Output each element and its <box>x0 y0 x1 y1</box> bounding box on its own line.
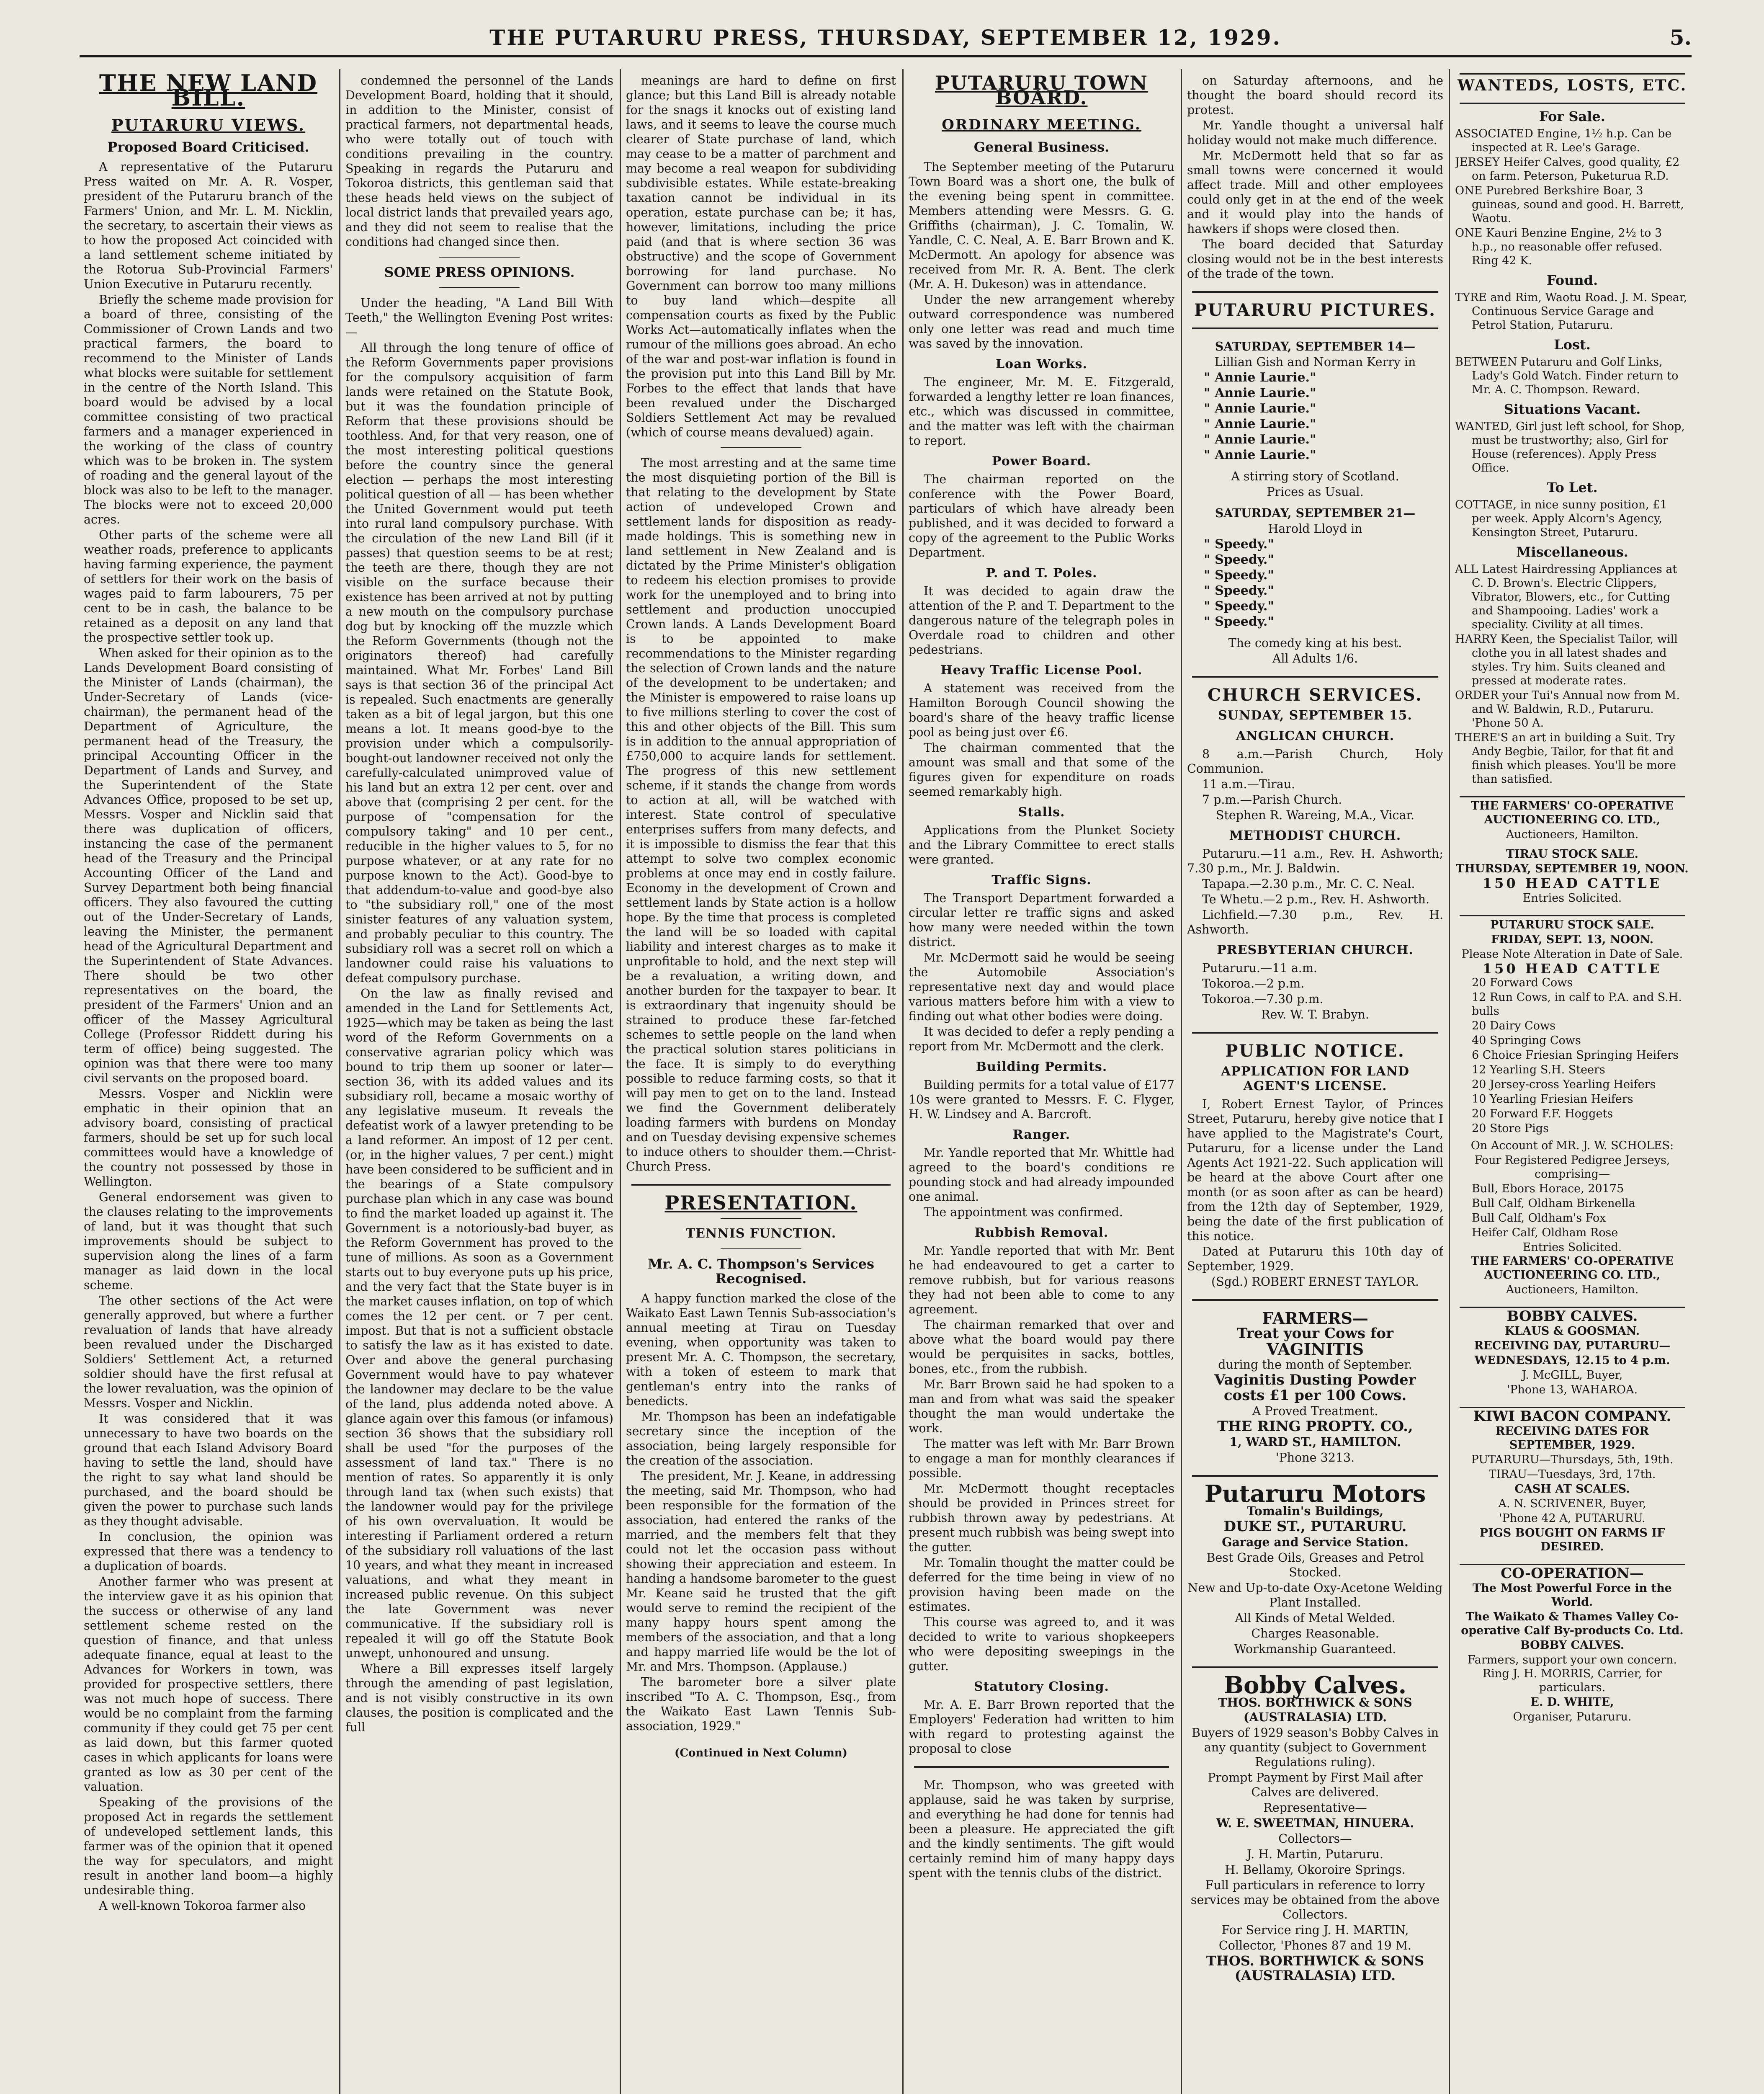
farmers-line: costs £1 per 100 Cows. <box>1223 1387 1407 1404</box>
church-line: 8 a.m.—Parish Church, Holy Communion. <box>1187 747 1443 776</box>
paragraph: Mr. Yandle reported that Mr. Whittle had agreed to the board's conditions re pounding stock and had already impounded one animal. <box>909 1146 1174 1204</box>
paragraph: The engineer, Mr. M. E. Fitzgerald, forwarded a lengthy letter re loan finances, etc., which was discussed in committee, and the matter was left with the chairman to report. <box>909 375 1174 448</box>
paragraph: Building permits for a total value of £177 10s were granted to Messrs. F. C. Flyger, H. W. Lindsey and A. Barcroft. <box>909 1078 1174 1121</box>
paragraph: Other parts of the scheme were all weather roads, preference to applicants having farming experience, the payment of settlers for their work on the basis of wages paid to farm labourers, 75 per cent to be in cash, the balance to be retained as a deposit on any land that the prospective settler took up. <box>84 528 333 645</box>
paragraph: A happy function marked the close of the Waikato East Lawn Tennis Sub-association's annual meeting at Tirau on Tuesday evening, when opportunity was taken to present Mr. A. C. Thompson, the secretary, with a token of esteem to mark that gentleman's entry into the ranks of benedicts. <box>626 1292 896 1408</box>
separator <box>1192 1299 1438 1301</box>
section-heading: Ranger. <box>1012 1127 1071 1142</box>
sale-line: PUTARURU STOCK SALE. <box>1490 918 1654 931</box>
classified-heading: Miscellaneous. <box>1516 544 1628 560</box>
sale-line: Auctioneers, Hamilton. <box>1506 1283 1639 1296</box>
paragraph: Mr. Thompson, who was greeted with applause, said he was taken by surprise, and everything he had done for tennis had been a pleasure. He appreciated the gift and the kindly sentiments. The gift would certainly remind him of many happy days spent with the tennis clubs of the district. <box>909 1778 1174 1880</box>
notice-title: PUBLIC NOTICE. <box>1225 1041 1405 1061</box>
bobby-calves-ad <box>1455 1310 1689 1397</box>
classified-item: THERE'S an art in building a Suit. Try Andy Begbie, Tailor, for that fit and finish which pleases. You'll be more than satisfied. <box>1455 731 1676 786</box>
column-notices <box>1187 73 1443 2094</box>
masthead <box>80 22 1692 57</box>
separator <box>631 1184 891 1186</box>
presbyterian-title: PRESBYTERIAN CHURCH. <box>1217 943 1414 957</box>
church-line: 11 a.m.—Tirau. <box>1202 777 1295 791</box>
tennis-heading: TENNIS FUNCTION. <box>685 1226 837 1241</box>
church-line: 7 p.m.—Parish Church. <box>1202 793 1342 807</box>
paragraph: A statement was received from the Hamilton Borough Council showing the board's share of the heavy traffic license pool as being just over £6. <box>909 681 1174 739</box>
calves-ad <box>1187 1695 1443 1983</box>
sale-line: 150 HEAD CATTLE <box>1482 961 1662 977</box>
column-town-board <box>909 73 1174 2094</box>
sale-line: On Account of MR. J. W. SCHOLES: <box>1470 1139 1674 1152</box>
paragraph: A well-known Tokoroa farmer also <box>99 1899 306 1913</box>
pictures-desc-2: The comedy king at his best. <box>1228 636 1402 650</box>
paragraph: It was considered that it was unnecessary to have two boards on the ground that each Island Advisory Board having to settle the land, should have the right to say what land should be purchased, and the board should be given the power to purchase such lands as they thought advisable. <box>84 1412 333 1528</box>
paragraph: condemned the personnel of the Lands Development Board, holding that it should, in addition to the Minister, consist of practical farmers, not departmental heads, who were totally out of touch with conditions prevailing in the country. Speaking in regards the Putaruru and Tokoroa districts, this gentleman said that these heads held views on the subject of local district lands that prevailed years ago, and they did not seem to realise that the conditions had changed since then. <box>345 74 613 249</box>
separator <box>1192 1666 1438 1668</box>
section-heading: Power Board. <box>992 454 1091 469</box>
farmers-line: Treat your Cows for <box>1236 1325 1394 1342</box>
paragraph: A representative of the Putaruru Press waited on Mr. A. R. Vosper, president of the Putaruru branch of the Farmers' Union, and Mr. L. M. Nicklin, the secretary, to ascertain their views as to how the proposed Act coincided with a land settlement scheme initiated by the Rotorua Sub-Provincial Farmers' Union Executive in Putaruru recently. <box>84 160 333 291</box>
separator <box>721 1248 802 1249</box>
motors-line: Garage and Service Station. <box>1222 1535 1409 1549</box>
sale-line: Please Note Alteration in Date of Sale. <box>1461 948 1683 961</box>
kiwi-bacon-ad <box>1455 1410 1689 1554</box>
section-heading: Building Permits. <box>976 1060 1107 1074</box>
article-subtitle: PUTARURU VIEWS. <box>111 116 306 134</box>
sale-item: 12 Yearling S.H. Steers <box>1472 1063 1605 1076</box>
separator <box>1460 73 1685 75</box>
paragraph: Mr. Yandle thought a universal half holiday would not make much difference. <box>1187 119 1443 147</box>
sale-item: 10 Yearling Friesian Heifers <box>1472 1093 1633 1106</box>
classified-item: ORDER your Tui's Annual now from M. and W. Baldwin, R.D., Putaruru. 'Phone 50 A. <box>1455 689 1680 730</box>
sale-item: 40 Springing Cows <box>1472 1034 1581 1047</box>
paragraph: The most arresting and at the same time the most disquieting portion of the Bill is that relating to the development by State action of undeveloped Crown and settlement lands for disposition as ready-made holdings. This is something new in land settlement in New Zealand and is dictated by the Prime Minister's obligation to redeem his election promises to provide work for the unemployed and to bring into settlement and production unoccupied Crown lands. A Lands Development Board is to be appointed to make recommendations to the Minister regarding the selection of Crown lands and the nature of the development to be undertaken; and the Minister is empowered to raise loans up to five millions sterling to cover the cost of this and other objects of the Bill. This sum is in addition to the annual appropriation of £750,000 to acquire lands for settlement. The progress of this new settlement scheme, if it stands the change from words to action at all, will be watched with interest. State control of speculative enterprises suffers from many defects, and it is impossible to dismiss the fear that this attempt to solve two complex economic problems at once may end in costly failure. Economy in the development of Crown and settlement lands by State action is a hollow hope. By the time that process is completed the land will be so loaded with capital liability and interest charges as to make it unprofitable to hold, and the next step will be a revaluation, a writing down, and another burden for the taxpayer to bear. It is extraordinary that ingenuity should be strained to produce these far-fetched schemes to settle people on the land when the practical solution stares politicians in the face. It is simply to do everything possible to reduce farming costs, so that it will pay men to get on to the land. Instead we find the Government deliberately loading farmers with burdens on Monday and on Tuesday devising expensive schemes to induce others to shoulder them.—Christ-Church Press. <box>626 456 896 1173</box>
town-board-heading: General Business. <box>973 139 1110 155</box>
notice-subtitle: APPLICATION FOR LAND AGENT'S LICENSE. <box>1221 1064 1409 1093</box>
pictures-cast-1: Lillian Gish and Norman Kerry in <box>1214 355 1416 369</box>
column-press-opinions <box>345 73 613 2094</box>
paragraph: Briefly the scheme made provision for a board of three, consisting of the Commissioner of Crown Lands and two practical farmers, the board to recommend to the Minister of Lands what blocks were suitable for settlement in the centre of the North Island. This board would be advised by a local committee consisting of two practical farmers and a manager experienced in the working of the class of country which was to be broken in. The system of roading and the general layout of the block was also to be left to the manager. The blocks were not to exceed 20,000 acres. <box>84 293 333 526</box>
farmers-line: VAGINITIS <box>1266 1340 1364 1359</box>
anglican-title: ANGLICAN CHURCH. <box>1236 729 1395 743</box>
motors-line: Charges Reasonable. <box>1251 1627 1379 1640</box>
town-board-title: PUTARURU TOWN BOARD. <box>935 73 1148 109</box>
classified-heading: For Sale. <box>1539 108 1605 124</box>
notice-signed: (Sgd.) ROBERT ERNEST TAYLOR. <box>1211 1275 1419 1289</box>
calves-line: J. H. Martin, Putaruru. <box>1246 1847 1384 1861</box>
church-line: Te Whetu.—2 p.m., Rev. H. Ashworth. <box>1202 892 1430 906</box>
kiwi-title: KIWI BACON COMPANY. <box>1473 1408 1671 1425</box>
coop-title: CO-OPERATION— <box>1501 1565 1644 1582</box>
section-heading: Heavy Traffic License Pool. <box>940 663 1143 678</box>
paragraph: Messrs. Vosper and Nicklin were emphatic in their opinion that an advisory board, consisting of practical farmers, should be set up for such local committees would have a knowledge of the country not possessed by those in Wellington. <box>84 1087 333 1189</box>
coop-line: Auctioneers, Hamilton. <box>1506 828 1639 841</box>
separator <box>1192 676 1438 678</box>
separator <box>1460 796 1685 797</box>
motors-line: All Kinds of Metal Welded. <box>1235 1611 1396 1625</box>
film-title: " Annie Laurie." <box>1204 370 1316 385</box>
bobby-title: BOBBY CALVES. <box>1506 1308 1638 1325</box>
pictures-date-2: SATURDAY, SEPTEMBER 21— <box>1215 506 1416 520</box>
classified-heading: Found. <box>1546 272 1598 288</box>
farmers-line: 'Phone 3213. <box>1275 1451 1355 1465</box>
classified-item: TYRE and Rim, Waotu Road. J. M. Spear, Continuous Service Garage and Petrol Station, Putaruru. <box>1455 291 1687 332</box>
pictures-cast-2: Harold Lloyd in <box>1268 522 1362 536</box>
paragraph: The other sections of the Act were generally approved, but where a further revaluation of lands that have already been revalued under the Discharged Soldiers' Settlement Act, a returned soldier should have the first refusal at the lower revaluation, was the opinion of Messrs. Vosper and Nicklin. <box>84 1294 333 1410</box>
church-line: Tokoroa.—2 p.m. <box>1202 977 1305 990</box>
recognition-heading: Mr. A. C. Thompson's Services Recognised. <box>647 1256 875 1287</box>
calves-line: For Service ring J. H. MARTIN, <box>1221 1923 1409 1937</box>
separator <box>1192 328 1438 329</box>
continued-note: (Continued in Next Column) <box>675 1747 847 1759</box>
article-title: THE NEW LAND BILL. <box>99 73 318 111</box>
coop-line: TIRAU STOCK SALE. <box>1506 848 1638 861</box>
column-land-bill <box>84 73 333 2094</box>
church-line: Putaruru.—11 a.m. <box>1202 961 1317 975</box>
section-heading: P. and T. Poles. <box>986 566 1097 580</box>
paragraph: on Saturday afternoons, and he thought the board should record its protest. <box>1187 74 1443 117</box>
sale-item: 20 Dairy Cows <box>1472 1019 1555 1032</box>
paragraph: meanings are hard to define on first glance; but this Land Bill is already notable for the snags it knocks out of existing land laws, and it seems to leave the course much clearer of State purchase of land, which may cease to be a matter of parchment and may become a real weapon for subdividing subdivisible estates. While estate-breaking taxation cannot be individual in its operation, estate purchase can be; it has, however, limitations, including the price paid (and that is where section 36 was obstructive) and the scope of Government borrowing for land purchase. No Government can borrow too many millions to buy land which—despite all compensation courts as fixed by the Public Works Act—automatically inflates when the rumour of the millions goes abroad. An echo of the war and post-war inflation is found in the provision put into this Land Bill by Mr. Forbes to the effect that lands that have been revalued under the Discharged Soldiers Settlement Act may be revalued (which of course means devalued) again. <box>626 74 896 439</box>
newspaper-title: THE PUTARURU PRESS, THURSDAY, SEPTEMBER 12, 1929. <box>489 25 1282 50</box>
paragraph: The chairman remarked that over and above what the board would pay there would be perquisites in sacks, bottles, bones, etc., from the rubbish. <box>909 1318 1174 1376</box>
motors-line: Tomalin's Buildings, <box>1246 1504 1384 1518</box>
calves-line: Full particulars in reference to lorry services may be obtained from the above Collectors. <box>1190 1878 1440 1921</box>
farmers-title: FARMERS— <box>1262 1309 1368 1328</box>
calves-line: H. Bellamy, Okoroire Springs. <box>1225 1863 1406 1877</box>
paragraph: It was decided to defer a reply pending a report from Mr. McDermott and the clerk. <box>909 1025 1174 1053</box>
paragraph: Mr. McDermott said he would be seeing the Automobile Association's representative next day and would place various matters before him with a view to finding out what other bodies were doing. <box>909 951 1174 1023</box>
separator <box>1460 915 1685 916</box>
coop-line: The Waikato & Thames Valley Co-operative Calf By-products Co. Ltd. <box>1461 1610 1684 1637</box>
farmers-line: 1, WARD ST., HAMILTON. <box>1229 1435 1401 1449</box>
bobby-line: 'Phone 13, WAHAROA. <box>1506 1383 1638 1396</box>
methodist-title: METHODIST CHURCH. <box>1229 828 1401 843</box>
film-title: " Annie Laurie." <box>1204 401 1316 416</box>
sale-item: Bull Calf, Oldham Birkenella <box>1472 1197 1635 1210</box>
classified-item: ASSOCIATED Engine, 1½ h.p. Can be inspected at R. Lee's Garage. <box>1455 127 1672 154</box>
separator <box>721 1218 802 1219</box>
film-title: " Annie Laurie." <box>1204 448 1316 462</box>
kiwi-line: CASH AT SCALES. <box>1514 1483 1630 1496</box>
church-date: SUNDAY, SEPTEMBER 15. <box>1218 708 1412 723</box>
paragraph: The Transport Department forwarded a circular letter re traffic signs and asked how many were needed within the town district. <box>909 891 1174 949</box>
farmers-line: THE RING PROPTY. CO., <box>1217 1418 1413 1435</box>
column-classifieds <box>1455 73 1689 2094</box>
column-rule <box>1449 69 1450 2094</box>
farmers-line: Vaginitis Dusting Powder <box>1214 1372 1416 1388</box>
column-land-bill-continued <box>626 73 896 2094</box>
section-heading: Statutory Closing. <box>974 1679 1109 1694</box>
farmers-line: A Proved Treatment. <box>1252 1404 1378 1418</box>
paragraph: All through the long tenure of office of the Reform Governments paper provisions for the compulsory acquisition of farm lands were retained on the Statute Book, but it was the foundation principle of Reform that these provisions should be toothless. And, for that very reason, one of the most interesting political questions before the country since the general election — perhaps the most interesting political question of all — has been whether the United Government would put teeth into rural land compulsory purchase. With the circulation of the new Land Bill (if it passes) that question seems to be at rest; the teeth are there, though they are not visible on the surface because their existence has been arrived at not by putting a new mouth on the compulsory purchase dog but by knocking off the muzzle which the Reform Governments (though not the originators thereof) had carefully maintained. What Mr. Forbes' Land Bill says is that section 36 of the principal Act is repealed. Such enactments are generally taken as a bit of legal jargon, but this one means a lot. It means good-bye to the provision under which a compulsorily-bought-out landowner received not only the carefully-calculated unimproved value of his land but an extra 12 per cent. over and above that (comprising 2 per cent. for the purpose of "compensation for the compulsory taking" and 10 per cent., reducible in the higher values to 5, for no purpose whatever, or at any rate for no purpose known to the Act). Good-bye to that addendum-to-value and good-bye also to "the subsidiary roll," one of the most sinister features of any valuation system, and probably peculiar to this country. The subsidiary roll was a secret roll on which a landowner could raise his valuations to defeat compulsory purchase. <box>345 341 613 985</box>
paragraph: General endorsement was given to the clauses relating to the improvements of land, but it was thought that such improvements should be subject to supervision along the lines of a farm manager as laid down in the local scheme. <box>84 1190 333 1292</box>
section-heading: Rubbish Removal. <box>974 1225 1109 1240</box>
classified-heading: Lost. <box>1554 337 1591 353</box>
film-title: " Annie Laurie." <box>1204 417 1316 431</box>
coop-line: THURSDAY, SEPTEMBER 19, NOON. <box>1456 862 1689 875</box>
kiwi-line: TIRAU—Tuesdays, 3rd, 17th. <box>1488 1468 1656 1481</box>
town-board-subtitle: ORDINARY MEETING. <box>942 116 1141 133</box>
film-title: " Speedy." <box>1204 568 1274 583</box>
church-line: Lichfield.—7.30 p.m., Rev. H. Ashworth. <box>1187 908 1443 936</box>
sale-item: 12 Run Cows, in calf to P.A. and S.H. bulls <box>1472 991 1682 1018</box>
sale-item: Bull, Ebors Horace, 20175 <box>1472 1182 1624 1195</box>
separator <box>439 257 520 258</box>
column-rule <box>902 69 904 2094</box>
paragraph: Mr. A. E. Barr Brown reported that the Employers' Federation had written to him with regard to protesting against the proposal to close <box>909 1698 1174 1756</box>
sale-item: Bull Calf, Oldham's Fox <box>1472 1212 1606 1225</box>
bobby-line: WEDNESDAYS, 12.15 to 4 p.m. <box>1474 1354 1670 1367</box>
classified-item: ALL Latest Hairdressing Appliances at C. D. Brown's. Electric Clippers, Vibrator, Blowers, etc., for Cutting and Shampooing. Ladies' work a speciality. Civility at all times. <box>1455 563 1677 631</box>
sale-line: Entries Solicited. <box>1522 1241 1622 1254</box>
sale-item: 20 Jersey-cross Yearling Heifers <box>1472 1078 1656 1091</box>
calves-line: THOS. BORTHWICK & SONS (AUSTRALASIA) LTD. <box>1206 1953 1424 1983</box>
sale-item: 6 Choice Friesian Springing Heifers <box>1472 1049 1679 1062</box>
coop-line: BOBBY CALVES. <box>1520 1639 1625 1652</box>
notice-dated: Dated at Putaruru this 10th day of September, 1929. <box>1187 1245 1443 1273</box>
calves-line: Collectors— <box>1278 1832 1352 1846</box>
classified-item: JERSEY Heifer Calves, good quality, £2 on farm. Peterson, Puketurua R.D. <box>1455 156 1680 183</box>
paragraph: The barometer bore a silver plate inscribed "To A. C. Thompson, Esq., from the Waikato East Lawn Tennis Sub-association, 1929." <box>626 1675 896 1733</box>
farmers-ad <box>1187 1311 1443 1465</box>
notice-body: I, Robert Ernest Taylor, of Princes Street, Putaruru, hereby give notice that I have applied to the Magistrate's Court, Putaruru, for a license under the Land Agents Act 1921-22. Such application will be heard at the above Court after one month (or as soon after as can be heard) from the 12th day of September, 1929, being the date of the first publication of this notice. <box>1187 1097 1443 1243</box>
calves-line: THOS. BORTHWICK & SONS (AUSTRALASIA) LTD. <box>1218 1695 1412 1724</box>
kiwi-line: RECEIVING DATES FOR SEPTEMBER, 1929. <box>1495 1425 1649 1452</box>
page-number: 5. <box>1669 25 1692 50</box>
paragraph: The matter was left with Mr. Barr Brown to engage a man for monthly clearances if possible. <box>909 1437 1174 1480</box>
section-heading: Traffic Signs. <box>991 873 1092 887</box>
paragraph: Under the heading, "A Land Bill With Teeth," the Wellington Evening Post writes:— <box>345 296 613 339</box>
calves-line: Prompt Payment by First Mail after Calves are delivered. <box>1208 1771 1423 1799</box>
section-heading: Loan Works. <box>996 357 1087 371</box>
coop-line: 150 HEAD CATTLE <box>1482 875 1662 891</box>
sale-item: Heifer Calf, Oldham Rose <box>1472 1226 1618 1239</box>
kiwi-line: A. N. SCRIVENER, Buyer, <box>1498 1497 1646 1510</box>
separator <box>914 1766 1169 1768</box>
separator <box>721 447 802 448</box>
church-line: Tokoroa.—7.30 p.m. <box>1202 992 1324 1006</box>
cooperation-ad <box>1455 1567 1689 1724</box>
pictures-date-1: SATURDAY, SEPTEMBER 14— <box>1215 339 1416 353</box>
classified-item: COTTAGE, in nice sunny position, £1 per week. Apply Alcorn's Agency, Kensington Street, Putaruru. <box>1455 498 1667 539</box>
motors-line: Workmanship Guaranteed. <box>1234 1642 1396 1656</box>
motors-line: DUKE ST., PUTARURU. <box>1223 1518 1407 1535</box>
paragraph: The appointment was confirmed. <box>924 1205 1123 1219</box>
paragraph: In conclusion, the opinion was expressed that there was a tendency to a duplication of boards. <box>84 1530 333 1573</box>
pictures-desc-1: A stirring story of Scotland. <box>1231 469 1399 483</box>
paragraph: Speaking of the provisions of the proposed Act in regards the settlement of undeveloped settlement lands, this farmer was of the opinion that it opened the way for speculators, and might result in another land boom—a highly undesirable thing. <box>84 1795 333 1897</box>
paragraph: On the law as finally revised and amended in the Land for Settlements Act, 1925—which may be taken as being the last word of the Reform Governments on a conservative agrarian policy which was bound to trip them up sooner or later—section 36, with its added values and its subsidiary roll, became a mosaic worthy of any legislative museum. It reveals the defeatist work of a lawyer pretending to be a land reformer. An impost of 12 per cent. (or, in the higher values, 7 per cent.) might have been considered to be sufficient and in the bearings of a State compulsory purchase plan which in any case was bound to find the market loaded up against it. The Government is a notoriously-bad buyer, as the Reform Government has proved to the tune of millions. As soon as a Government starts out to buy everyone puts up his price, and the very fact that the State buyer is in the market causes inflation, on top of which comes the 12 per cent. or 7 per cent. impost. But that is not a sufficient obstacle to satisfy the law as it has existed to date. Over and above the general purchasing Government would have to pay whatever the landowner may declare to be the value of the land, plus addenda noted above. A glance again over this famous (or infamous) section 36 shows that the subsidiary roll shall be used "for the purposes of the assessment of land tax." There is no mention of rates. So apparently it is only through land tax (when such exists) that the landowner would pay for the privilege of his own overvaluation. It would be interesting if Parliament ordered a return of the subsidiary roll valuations of the last 10 years, and what they meant in increased valuations, and what they meant in increased public revenue. On this subject the late Government was never communicative. If the subsidiary roll is repealed it will go off the Statute Book unwept, unhonoured and unsung. <box>345 987 613 1660</box>
film-title: " Annie Laurie." <box>1204 386 1316 400</box>
coop-line: Farmers, support your own concern. Ring J. H. MORRIS, Carrier, for particulars. <box>1467 1653 1677 1694</box>
motors-title: Putaruru Motors <box>1204 1480 1426 1508</box>
kiwi-line: PUTARURU—Thursdays, 5th, 19th. <box>1471 1453 1674 1466</box>
section-heading: Stalls. <box>1018 805 1065 820</box>
putaruru-sale-footer <box>1455 1254 1689 1297</box>
paragraph: Applications from the Plunket Society and the Library Committee to erect stalls were granted. <box>909 823 1174 866</box>
classified-item: BETWEEN Putaruru and Golf Links, Lady's Gold Watch. Finder return to Mr. A. C. Thompson. Reward. <box>1455 356 1679 396</box>
coop-auction-ad <box>1455 799 1689 905</box>
motors-ad <box>1187 1504 1443 1656</box>
film-title: " Annie Laurie." <box>1204 432 1316 447</box>
putaruru-sale-ad <box>1455 918 1689 976</box>
motors-line: Best Grade Oils, Greases and Petrol Stocked. <box>1206 1551 1424 1579</box>
paragraph: Under the new arrangement whereby outward correspondence was numbered only one letter was read and much time was saved by the innovation. <box>909 293 1174 351</box>
paragraph: This course was agreed to, and it was decided to write to various shopkeepers who were depositing sweepings in the gutter. <box>909 1615 1174 1673</box>
paragraph: Mr. Barr Brown said he had spoken to a man and from what was said the speaker thought the man would undertake the work. <box>909 1377 1174 1435</box>
pictures-title: PUTARURU PICTURES. <box>1194 300 1437 320</box>
classified-item: WANTED, Girl just left school, for Shop, must be trustworthy; also, Girl for House (references). Apply Press Office. <box>1455 420 1685 475</box>
calves-line: Representative— <box>1263 1801 1367 1815</box>
church-title: CHURCH SERVICES. <box>1208 685 1423 705</box>
paragraph: It was decided to again draw the attention of the P. and T. Department to the dangerous nature of the telegraph poles in Overdale road to children and other pedestrians. <box>909 584 1174 657</box>
film-title: " Speedy." <box>1204 599 1274 614</box>
paragraph: Mr. Yandle reported that with Mr. Bent he had endeavoured to get a carter to remove rubbish, but for various reasons they had not been able to come to any agreement. <box>909 1244 1174 1316</box>
bobby-line: KLAUS & GOOSMAN. <box>1504 1325 1640 1338</box>
separator <box>1192 1032 1438 1034</box>
sale-item: 20 Store Pigs <box>1472 1122 1549 1135</box>
paragraph: Mr. Tomalin thought the matter could be deferred for the time being in view of no provision having been made on the estimates. <box>909 1556 1174 1614</box>
paragraph: When asked for their opinion as to the Lands Development Board consisting of the Minister of Lands (chairman), the Under-Secretary of Lands (vice-chairman), the permanent head of the Department of Agriculture, the permanent head of the Treasury, the principal Accounting Officer in the Department of Lands and Survey, and the Superintendent of the State Advances Office, proposed to be set up, Messrs. Vosper and Nicklin said that there was duplication of officers, instancing the case of the permanent head of the Treasury and the Principal Accounting Officer of the Land and Survey Department both being financial officers. They also favoured the cutting out of the Under-Secretary of Lands, leaving the Minister, the permanent head of the Agricultural Department and the Superintendent of State Advances. There should be two other representatives on the board, the president of the Farmers' Union and an officer of the Massey Agricultural College (Professor Riddett during his term of office) being suggested. The opinion was that there were too many civil servants on the proposed board. <box>84 646 333 1085</box>
classifieds-title: WANTEDS, LOSTS, ETC. <box>1457 77 1687 94</box>
bobby-line: J. McGILL, Buyer, <box>1522 1369 1623 1382</box>
classified-section <box>1455 110 1689 786</box>
film-title: " Speedy." <box>1204 614 1274 629</box>
film-title: " Speedy." <box>1204 552 1274 567</box>
separator <box>439 287 520 288</box>
sale-item: 20 Forward F.F. Hoggets <box>1472 1107 1613 1120</box>
classified-heading: To Let. <box>1547 480 1598 495</box>
paragraph: The board decided that Saturday closing would not be in the best interests of the trade of the town. <box>1187 237 1443 281</box>
church-line: Stephen R. Wareing, M.A., Vicar. <box>1215 808 1415 822</box>
kiwi-line: PIGS BOUGHT ON FARMS IF DESIRED. <box>1479 1527 1665 1553</box>
paragraph: Mr. McDermott thought receptacles should be provided in Princes street for rubbish thrown away by pedestrians. At present much rubbish was being swept into the gutter. <box>909 1482 1174 1554</box>
coop-line: The Most Powerful Force in the World. <box>1473 1582 1672 1609</box>
calves-title: Bobby Calves. <box>1223 1671 1407 1699</box>
coop-line: Organiser, Putaruru. <box>1513 1710 1632 1723</box>
calves-line: Buyers of 1929 season's Bobby Calves in any quantity (subject to Government Regulations ruling). <box>1192 1726 1439 1769</box>
bobby-line: RECEIVING DAY, PUTARURU— <box>1474 1339 1671 1352</box>
film-title: " Speedy." <box>1204 537 1274 552</box>
pictures-price-1: Prices as Usual. <box>1267 485 1364 499</box>
calves-line: W. E. SWEETMAN, HINUERA. <box>1216 1816 1414 1830</box>
paragraph: The September meeting of the Putaruru Town Board was a short one, the bulk of the evening being spent in committee. Members attending were Messrs. G. G. Griffiths (chairman), J. C. Tomalin, W. Yandle, C. C. Neal, A. E. Barr Brown and K. McDermott. An apology for absence was received from Mr. R. A. Bent. The clerk (Mr. A. H. Dukeson) was in attendance. <box>909 160 1174 291</box>
column-rule <box>339 69 340 2094</box>
paragraph: Mr. Thompson has been an indefatigable secretary since the inception of the association, being largely responsible for the creation of the association. <box>626 1410 896 1467</box>
article-heading: Proposed Board Criticised. <box>107 139 309 155</box>
sale-item: 20 Forward Cows <box>1472 976 1573 989</box>
pictures-price-2: All Adults 1/6. <box>1272 652 1358 665</box>
paragraph: Another farmer who was present at the interview gave it as his opinion that the success or otherwise of any land settlement scheme rested on the question of finance, and that unless adequate finance, equal at least to the Advances for Workers in town, was provided for prospective settlers, there was not much hope of success. There would be no complaint from the farming community if they could get 75 per cent as laid down, but this farmer quoted cases in which applicants for loans were granted as low as 30 per cent of the valuation. <box>84 1575 333 1794</box>
coop-line: E. D. WHITE, <box>1530 1696 1614 1709</box>
classified-heading: Situations Vacant. <box>1504 401 1641 417</box>
sale-line: FRIDAY, SEPT. 13, NOON. <box>1491 933 1654 946</box>
church-line: Tapapa.—2.30 p.m., Mr. C. C. Neal. <box>1202 877 1415 891</box>
coop-line: THE FARMERS' CO-OPERATIVE AUCTIONEERING CO. LTD., <box>1470 799 1674 826</box>
coop-line: Entries Solicited. <box>1522 892 1622 905</box>
separator <box>1192 1475 1438 1477</box>
paragraph: Where a Bill expresses itself largely through the amending of past legislation, and is not visibly constructive in its own clauses, the position is complicated and the full <box>345 1662 613 1734</box>
classified-item: HARRY Keen, the Specialist Tailor, will clothe you in all latest shades and styles. Try him. Suits cleaned and pressed at moderate rates. <box>1455 633 1678 687</box>
column-rule <box>1181 69 1182 2094</box>
sale-line: Four Registered Pedigree Jerseys, comprising— <box>1474 1154 1670 1181</box>
column-rule <box>620 69 621 2094</box>
paragraph: Mr. McDermott held that so far as small towns were concerned it would affect trade. Mill and other employees could only get in at the end of the week and it would play into the hands of hawkers if shops were closed then. <box>1187 149 1443 236</box>
paragraph: The chairman commented that the amount was small and that some of the figures given for expenditure on roads seemed remarkably high. <box>909 741 1174 799</box>
presentation-title: PRESENTATION. <box>664 1191 858 1214</box>
sale-line: THE FARMERS' CO-OPERATIVE AUCTIONEERING CO. LTD., <box>1470 1255 1674 1282</box>
calves-line: Collector, 'Phones 87 and 19 M. <box>1218 1939 1412 1952</box>
separator <box>1460 103 1685 104</box>
farmers-line: during the month of September. <box>1218 1358 1412 1372</box>
kiwi-line: 'Phone 42 A, PUTARURU. <box>1499 1512 1646 1525</box>
paragraph: The chairman reported on the conference with the Power Board, particulars of which have already been published, and it was decided to forward a copy of the agreement to the Public Works Department. <box>909 472 1174 560</box>
classified-item: ONE Purebred Berkshire Boar, 3 guineas, sound and good. H. Barrett, Waotu. <box>1455 184 1684 225</box>
motors-line: New and Up-to-date Oxy-Acetone Welding Plant Installed. <box>1187 1581 1443 1609</box>
classified-item: ONE Kauri Benzine Engine, 2½ to 3 h.p., no reasonable offer refused. Ring 42 K. <box>1455 227 1663 267</box>
church-line: Putaruru.—11 a.m., Rev. H. Ashworth; 7.30 p.m., Mr. J. Baldwin. <box>1187 847 1443 875</box>
paragraph: The president, Mr. J. Keane, in addressing the meeting, said Mr. Thompson, who had been responsible for the formation of the association, had entered the ranks of the married, and the members felt that they could not let the occasion pass without showing their appreciation and esteem. In handing a handsome barometer to the guest Mr. Keane said he trusted that the gift would serve to remind the recipient of the many happy hours spent among the members of the association, and that a long and happy married life would be the lot of Mr. and Mrs. Thompson. (Applause.) <box>626 1469 896 1674</box>
section-heading: SOME PRESS OPINIONS. <box>384 264 575 280</box>
film-title: " Speedy." <box>1204 583 1274 598</box>
church-line: Rev. W. T. Brabyn. <box>1261 1008 1369 1021</box>
separator <box>1192 291 1438 293</box>
